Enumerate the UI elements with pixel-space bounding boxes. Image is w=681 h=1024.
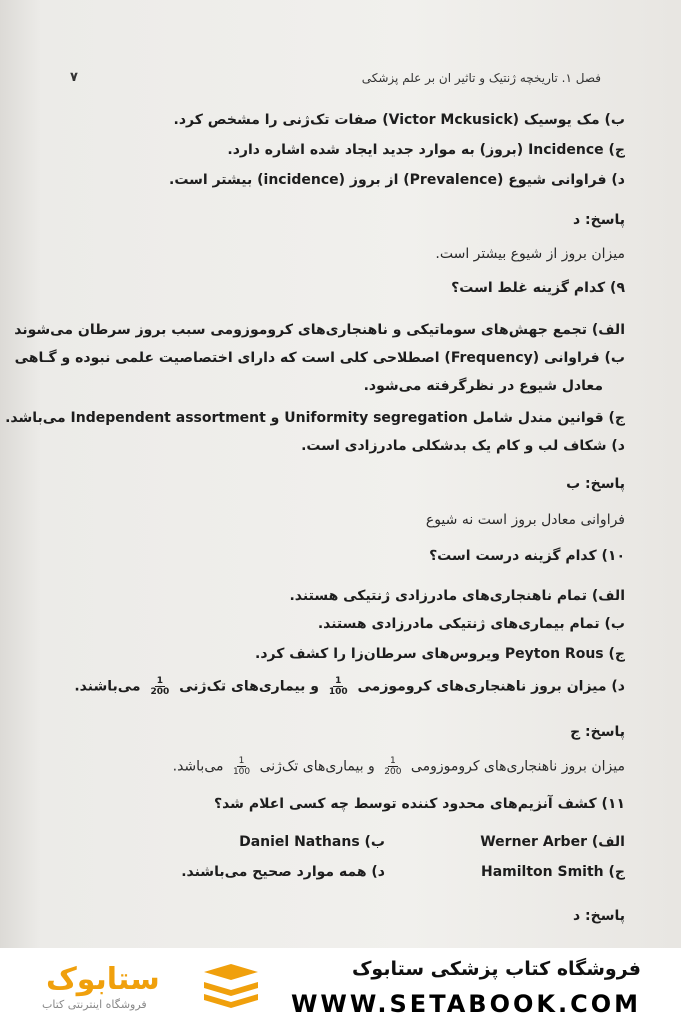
fraction: $\frac{1}{100}$ <box>328 676 348 697</box>
q11-options-row-1 <box>60 834 625 854</box>
q11-option-d: د) همه موارد صحیح می‌باشند. <box>181 864 385 880</box>
question-9: ۹) کدام گزینه غلط است؟ <box>451 280 625 296</box>
q11-option-b: ب) Daniel Nathans <box>239 834 385 850</box>
book-stack-icon <box>196 962 266 1014</box>
q10-option-b: ب) تمام بیماری‌های ژنتیکی مادرزادی هستند. <box>317 616 625 632</box>
answer-label: پاسخ: ب <box>566 476 625 492</box>
answer-explanation: میزان بروز ناهنجاری‌های کروموزومی $\frac{1}{200}$ و بیماری‌های تک‌ژنی $\frac{1}{100}$ می‌باشد. <box>172 756 625 777</box>
option-c: ج) Incidence (بروز) به موارد جدید ایجاد شده اشاره دارد. <box>227 142 625 158</box>
store-logo <box>36 960 276 1016</box>
store-name: فروشگاه کتاب پزشکی ستابوک <box>351 958 641 980</box>
q10-option-a: الف) تمام ناهنجاری‌های مادرزادی ژنتیکی هستند. <box>289 588 625 604</box>
question-11: ۱۱) کشف آنزیم‌های محدود کننده توسط چه کسی اعلام شد؟ <box>213 796 625 812</box>
q9-option-c: ج) قوانین مندل شامل Uniformity segregation و Independent assortment می‌باشد. <box>5 410 625 426</box>
q9-option-b-cont: معادل شیوع در نظرگرفته می‌شود. <box>363 378 603 394</box>
logo-tagline: فروشگاه اینترنتی کتاب <box>42 998 147 1011</box>
fraction: $\frac{1}{200}$ <box>384 756 402 777</box>
store-banner <box>0 948 681 1024</box>
logo-wordmark: ستابوک <box>46 962 160 997</box>
option-d: د) فراوانی شیوع (Prevalence) از بروز (incidence) بیشتر است. <box>169 172 625 188</box>
option-b: ب) مک یوسیک (Victor Mckusick) صفات تک‌ژنی را مشخص کرد. <box>173 112 625 128</box>
q10-option-c: ج) Peyton Rous ویروس‌های سرطان‌زا را کشف کرد. <box>255 646 625 662</box>
q11-options-row-2 <box>60 864 625 884</box>
fraction: $\frac{1}{200}$ <box>150 676 170 697</box>
q9-option-b: ب) فراوانی (Frequency) اصطلاحی کلی است که دارای اختصاصیت علمی نبوده و گـاهی <box>14 350 625 366</box>
question-10: ۱۰) کدام گزینه درست است؟ <box>429 548 625 564</box>
answer-explanation: میزان بروز از شیوع بیشتر است. <box>435 246 625 262</box>
q9-option-d: د) شکاف لب و کام یک بدشکلی مادرزادی است. <box>301 438 625 454</box>
q11-option-a: الف) Werner Arber <box>480 834 625 850</box>
page-number: ۷ <box>70 70 78 85</box>
answer-explanation: فراوانی معادل بروز است نه شیوع <box>425 512 625 528</box>
fraction: $\frac{1}{100}$ <box>232 756 251 777</box>
q11-option-c: ج) Hamilton Smith <box>480 864 625 880</box>
page-header <box>70 70 601 85</box>
q10-option-d: د) میزان بروز ناهنجاری‌های کروموزمی $\frac{1}{100}$ و بیماری‌های تک‌ژنی $\frac{1}{200}$ می‌باشند. <box>74 676 625 697</box>
store-url[interactable]: WWW.SETABOOK.COM <box>290 990 641 1018</box>
q9-option-a: الف) تجمع جهش‌های سوماتیکی و ناهنجاری‌های کروموزومی سبب بروز سرطان می‌شوند <box>14 322 625 338</box>
answer-label: پاسخ: د <box>572 212 625 228</box>
chapter-title: فصل ۱. تاریخچه ژنتیک و تاثیر ان بر علم پزشکی <box>361 70 601 85</box>
answer-label: پاسخ: ج <box>570 724 625 740</box>
answer-label: پاسخ: د <box>572 908 625 924</box>
